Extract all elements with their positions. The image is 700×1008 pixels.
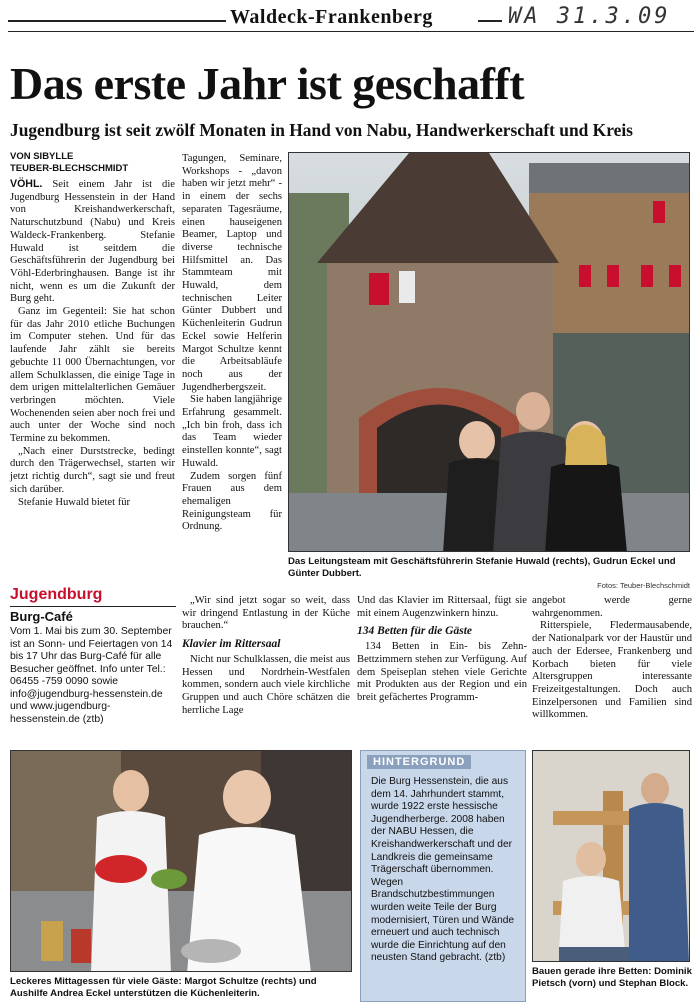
- headline: Das erste Jahr ist geschafft: [10, 58, 525, 109]
- paragraph: Ritterspiele, Fledermausabende, der Nationalpark vor der Haustür und auch der Edersee, Frankenberg und Korbach bieten für viele Altersgruppen interessante Freizeitgestaltungen. Doch auch Einzelpersonen und Familien sind willkommen.: [532, 620, 692, 721]
- subhead-betten: 134 Betten für die Gäste: [357, 625, 472, 638]
- handwritten-note: WA 31.3.09: [508, 4, 671, 29]
- beds-photo: [532, 750, 690, 962]
- main-photo-caption: Das Leitungsteam mit Geschäftsführerin Stefanie Huwald (rechts), Gudrun Eckel und Günter Dubbert.: [288, 556, 676, 579]
- paragraph: Nicht nur Schulklassen, die meist aus Hessen und Nordrhein-Westfalen kommen, sondern auch viele kirchliche Gruppen und auch Chöre schätzen die herrliche Lage: [182, 653, 350, 716]
- byline-line-1: VON SIBYLLE: [10, 151, 74, 162]
- dateline: VÖHL.: [10, 178, 43, 190]
- paragraph: „Wir sind jetzt sogar so weit, dass wir dringend Entlastung in der Küche brauchen.“: [182, 595, 350, 632]
- castle-photo-illustration: [289, 153, 690, 552]
- article-column-4: [532, 595, 692, 722]
- byline: [10, 151, 128, 175]
- article-column-2-lower: [182, 595, 350, 717]
- section-rule-right: [478, 20, 502, 22]
- sidebar-burg-cafe: [10, 585, 176, 726]
- paragraph: VÖHL. Seit einem Jahr ist die Jugendburg Hessenstein in der Hand von Kreishandwerkerschaft, Naturschutzbund (Nabu) und Kreis Waldeck-Frankenberg. Stefanie Huwald ist seitdem die Geschäftsführerin der Jugendburg bei Vöhl-Ederbringhausen. Bange ist ihr nicht, wenn es um die Zukunft der Burg geht.: [10, 178, 175, 305]
- sidebar-kicker: Jugendburg: [10, 586, 103, 603]
- kitchen-photo: [10, 750, 352, 972]
- beds-photo-caption: Bauen gerade ihre Betten: Dominik Pietsch (vorn) und Stephan Block.: [532, 966, 692, 989]
- sidebar-text: Vom 1. Mai bis zum 30. September ist an Sonn- und Feiertagen von 14 bis 17 Uhr das Burg-Café für alle Besucher geöffnet. Info unter Tel.: 06455 -759 0090 sowie info@jugendburg-hessenstein.de und www.jugendburg-hessenstein.de (ztb): [10, 626, 173, 725]
- subheadline: Jugendburg ist seit zwölf Monaten in Hand von Nabu, Handwerkerschaft und Kreis: [10, 120, 633, 140]
- sidebar-rule: [10, 606, 176, 607]
- section-header: [0, 0, 700, 36]
- paragraph: Tagungen, Seminare, Workshops - „davon haben wir jetzt mehr“ - in einem der sechs separaten Tagesräume, einen hauseigenen Beamer, Laptop und diverse technische Hilfsmittel an. Das Stammteam mit Huwald, dem technischen Leiter Günter Dubbert und Küchenleiterin Gudrun Eckel sowie Helferin Margot Schultze kennt die Arbeitsabläufe noch aus der Jugendherbergszeit.: [182, 153, 282, 393]
- section-rule-left: [8, 20, 226, 22]
- kitchen-photo-illustration: [11, 751, 352, 972]
- header-underline: [8, 31, 694, 32]
- paragraph: 134 Betten in Ein- bis Zehn-Bettzimmern stehen zur Verfügung. Auf dem Speiseplan stehen viele Gerichte mit Produkten aus der Region und ein breit gefächertes Programm-: [357, 641, 527, 703]
- background-label: HINTERGRUND: [367, 755, 471, 769]
- article-column-3: [357, 595, 527, 705]
- photo-credit: Fotos: Teuber-Blechschmidt: [597, 581, 690, 590]
- sidebar-title: Burg-Café: [10, 609, 73, 624]
- section-title: Waldeck-Frankenberg: [230, 6, 433, 28]
- paragraph: Ganz im Gegenteil: Sie hat schon für das Jahr 2010 etliche Buchungen im Computer stehen. Und für das laufende Jahr zählt sie bereits gebuchte 11 000 Übernachtungen, vor allem Schulklassen, die einige Tage in dem urigen mittelalterlichen Gemäuer verbringen möchten. Viele Wochenenden seien aber noch frei und auch unter der Woche sind noch Termine zu bekommen.: [10, 306, 175, 445]
- beds-photo-illustration: [533, 751, 690, 962]
- paragraph: Zudem sorgen fünf Frauen aus dem ehemaligen Reinigungsteam für Ordnung.: [182, 470, 282, 533]
- background-text: Die Burg Hessenstein, die aus dem 14. Jahrhundert stammt, wurde 1922 erste hessische Jugendherberge. 2008 haben der NABU Hessen, die Kreishandwerkerschaft und der Landkreis die gemeinsame Trägerschaft übernommen. Wegen Brandschutzbestimmungen wurden weite Teile der Burg modernisiert, Türen und Wände erneuert und auch technisch wurde die Einrichtung auf den neusten Stand gebracht. (ztb): [371, 776, 515, 964]
- article-column-1: [10, 178, 175, 509]
- article-column-2: [182, 153, 282, 534]
- paragraph: „Nach einer Durststrecke, bedingt durch den Trägerwechsel, starten wir jetzt richtig durch“, sagt sie und freut sich darüber.: [10, 445, 175, 495]
- subhead-klavier: Klavier im Rittersaal: [182, 638, 281, 651]
- paragraph: Stefanie Huwald bietet für: [18, 496, 131, 508]
- paragraph: Sie haben langjährige Erfahrung gesammelt. „Ich bin froh, dass ich das Team wieder einstellen konnte“, sagt Huwald.: [182, 394, 282, 469]
- byline-line-2: TEUBER-BLECHSCHMIDT: [10, 163, 129, 174]
- kitchen-photo-caption: Leckeres Mittagessen für viele Gäste: Margot Schultze (rechts) und Aushilfe Andrea Eckel unterstützen die Küchenleiterin.: [10, 976, 317, 999]
- paragraph: angebot werde gerne wahrgenommen.: [532, 595, 692, 619]
- paragraph: Und das Klavier im Rittersaal, fügt sie mit einem Augenzwinkern hinzu.: [357, 595, 527, 619]
- background-box: [360, 750, 526, 1002]
- main-photo: [288, 152, 690, 552]
